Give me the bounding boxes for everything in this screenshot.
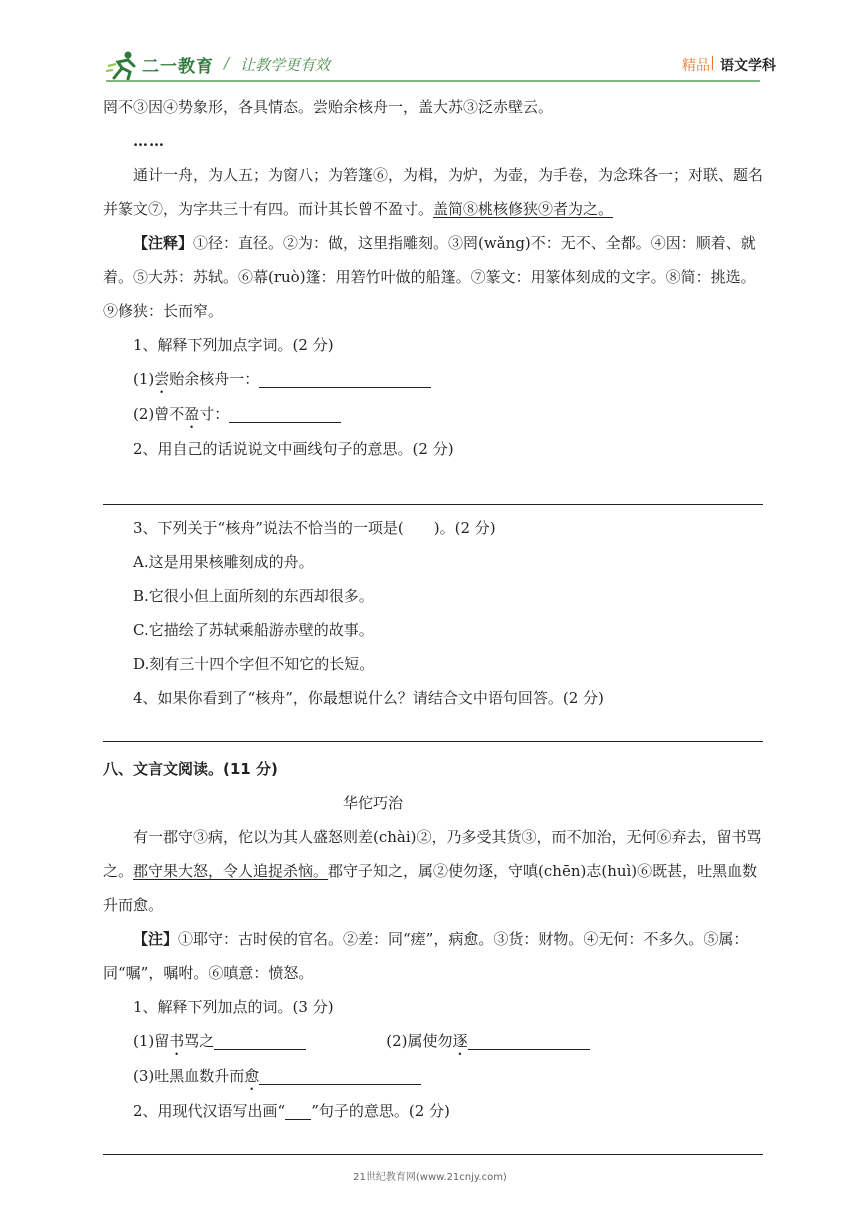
passage-title: 华佗巧治 — [342, 794, 403, 812]
dotted-char: 盈 — [184, 405, 200, 423]
answer-blank[interactable] — [259, 1064, 421, 1085]
section-heading: 八、文言文阅读。(11 分) — [103, 760, 278, 778]
question-8-1: 1、解释下列加点的词。(3 分) — [133, 998, 334, 1016]
question-3: 3、下列关于“核舟”说法不恰当的一项是( )。(2 分) — [133, 519, 496, 537]
question-8-1-item-3 — [103, 1059, 763, 1094]
item-text: 贻余核舟一： — [169, 370, 260, 388]
passage-text: 通计一舟，为人五；为窗八；为箬篷⑥，为楫，为炉，为壶，为手卷，为念珠各一；对联、题名并篆文⑦，为字共三十有四。而计其长曾不盈寸。 — [103, 166, 764, 218]
annotation-label: 【注】 — [133, 930, 179, 948]
question-text: 2、用现代汉语写出画“ — [133, 1102, 286, 1120]
annotation — [103, 226, 763, 328]
annotation-text: ①耶守：古时侯的官名。②差：同“瘥”，病愈。③货：财物。④无何：不多久。⑤属：同“嘱”，嘱咐。⑥嗔意：愤怒。 — [103, 930, 749, 982]
brand-name: 二一教育 — [142, 57, 214, 77]
option-c[interactable]: C.它描绘了苏轼乘船游赤壁的故事。 — [133, 621, 374, 639]
question-1-item-1 — [103, 362, 763, 397]
header-rule — [106, 80, 760, 82]
passage-text: 有一郡守③病，佗以为其人盛怒则差(chài)②，乃多受其货③，而不加治，无何⑥弃去，留书骂之。 — [103, 828, 762, 880]
item-text: (2)属使勿 — [386, 1032, 453, 1050]
dotted-char: 愈 — [244, 1067, 260, 1085]
annotation-label: 【注释】 — [133, 234, 194, 252]
subject-label: 语文学科 — [720, 58, 776, 74]
dotted-char: 逐 — [452, 1032, 468, 1050]
passage-paragraph — [103, 158, 763, 226]
item-text: (1)留 — [133, 1032, 170, 1050]
ellipsis: …… — [133, 132, 165, 150]
header-divider: / — [224, 54, 230, 72]
underlined-sentence: 盖简⑧桃核修狭⑨者为之。 — [433, 200, 614, 218]
page-footer: 21世纪教育网(www.21cnjy.com) — [353, 1172, 507, 1183]
question-1: 1、解释下列加点字词。(2 分) — [133, 336, 334, 354]
dotted-char: 书 — [169, 1032, 185, 1050]
question-8-2 — [103, 1094, 763, 1128]
answer-line[interactable] — [103, 1128, 763, 1155]
runner-logo-icon — [106, 50, 142, 80]
brand-slogan: 让教学更有效 — [240, 56, 331, 74]
annotation-text: ①径：直径。②为：做，这里指雕刻。③罔(wǎng)不：无不、全都。④因：顺着、就着。⑤大苏：苏轼。⑥幕(ruò)篷：用箬竹叶做的船篷。⑦篆文：用篆体刻成的文字。⑧简：挑选。⑨修狭：长而窄。 — [103, 234, 756, 320]
answer-blank[interactable] — [214, 1029, 306, 1050]
question-text: ”句子的意思。(2 分) — [311, 1102, 450, 1120]
answer-blank[interactable] — [229, 402, 341, 423]
passage-line: 罔不③因④势象形，各具情态。尝贻余核舟一，盖大苏③泛赤壁云。 — [103, 98, 554, 116]
answer-line[interactable] — [103, 466, 763, 505]
passage-text: 郡守子知之，属②使勿逐，守嗔(chēn)志(huì)⑥既甚，吐黑血数升而愈。 — [103, 862, 758, 914]
question-2: 2、用自己的话说说文中画线句子的意思。(2 分) — [133, 440, 454, 458]
item-number: (2) — [133, 405, 155, 423]
item-text: 骂之 — [184, 1032, 215, 1050]
item-number: (1) — [133, 370, 155, 388]
option-b[interactable]: B.它很小但上面所刻的东西却很多。 — [133, 587, 374, 605]
item-text: (3)吐黑血数升而 — [133, 1067, 245, 1085]
quality-badge: 精品 — [682, 58, 710, 74]
document-body — [103, 90, 763, 1161]
question-8-1-items — [103, 1024, 763, 1059]
answer-blank[interactable] — [259, 367, 431, 388]
dotted-char: 尝 — [154, 370, 170, 388]
passage-paragraph — [103, 820, 763, 922]
underlined-sentence: 郡守果大怒，令人追捉杀恼。 — [133, 862, 329, 880]
answer-line[interactable] — [103, 715, 763, 742]
option-a[interactable]: A.这是用果核雕刻成的舟。 — [133, 553, 314, 571]
item-text: 曾不 — [154, 405, 185, 423]
page-header — [0, 0, 860, 86]
answer-blank[interactable] — [468, 1029, 590, 1050]
annotation — [103, 922, 763, 990]
question-1-item-2 — [103, 397, 763, 432]
underline-marker — [285, 1105, 311, 1120]
item-text: 寸： — [199, 405, 230, 423]
question-4: 4、如果你看到了“核舟”，你最想说什么？请结合文中语句回答。(2 分) — [133, 689, 604, 707]
header-separator — [712, 56, 713, 70]
option-d[interactable]: D.刻有三十四个字但不知它的长短。 — [133, 655, 375, 673]
